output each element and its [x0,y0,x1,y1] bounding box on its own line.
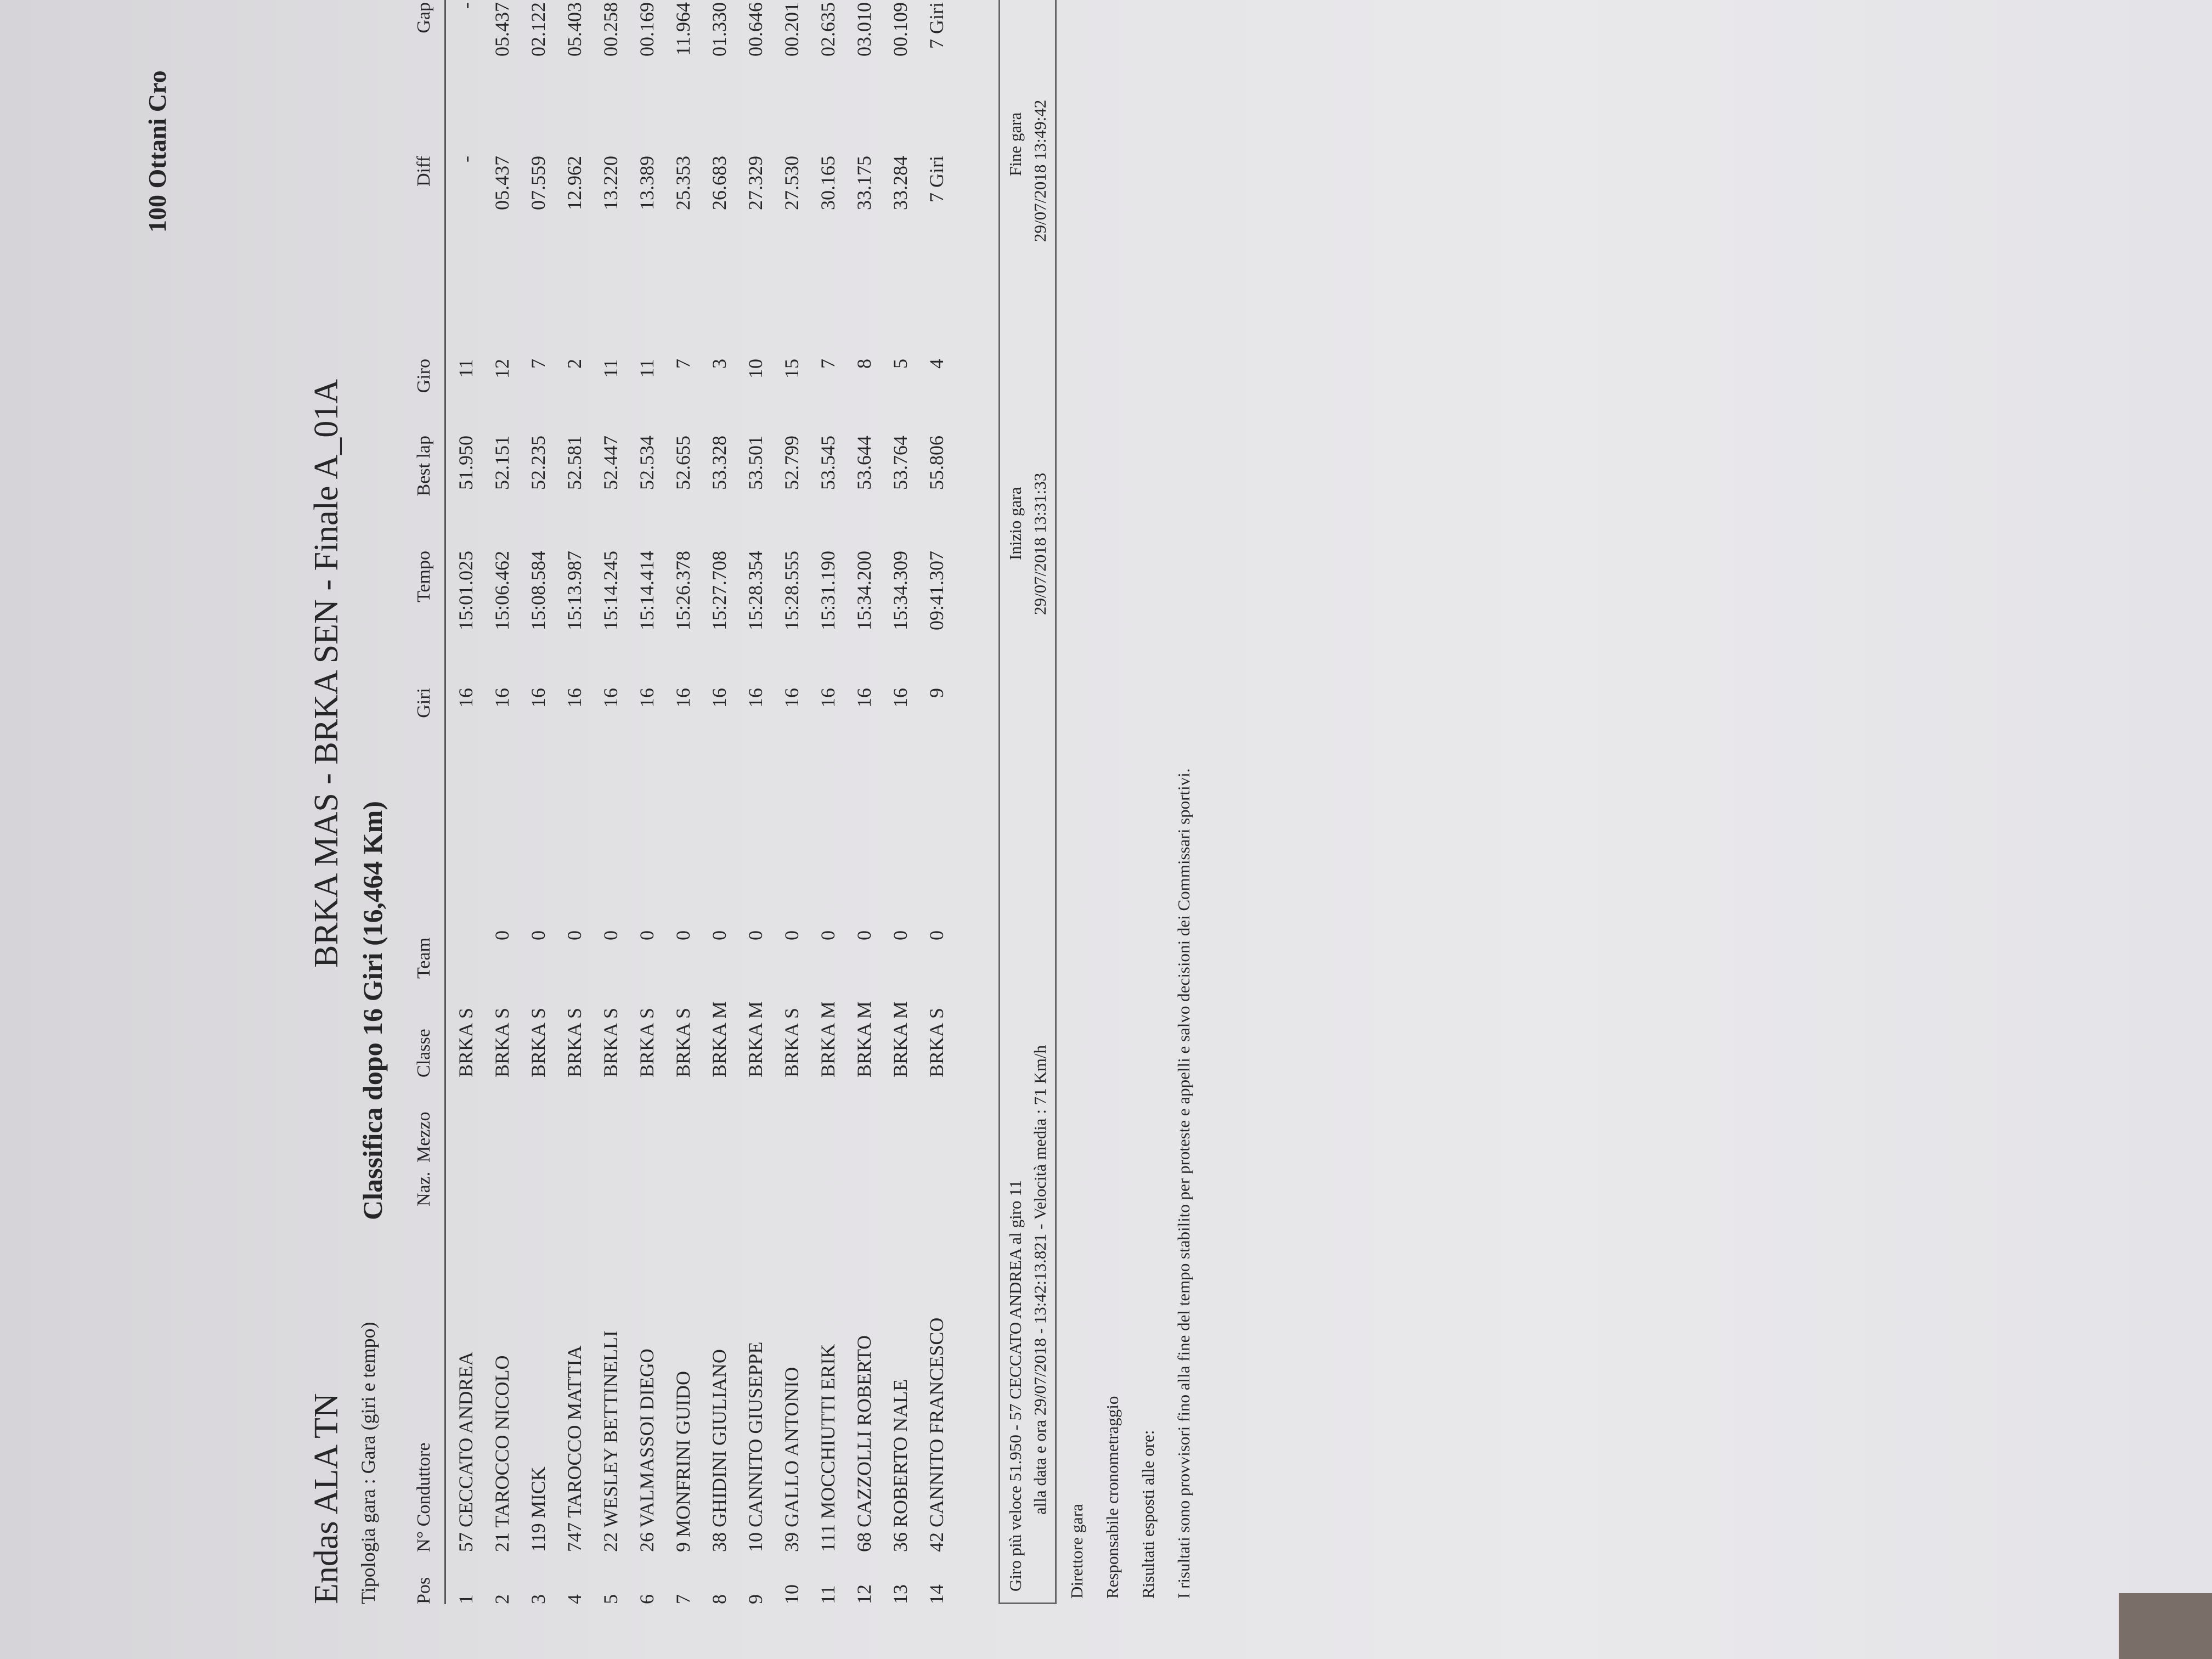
cell-pos: 11 [817,1585,839,1604]
cell-team: 0 [563,930,585,940]
cell-best-lap: 53.764 [889,436,911,490]
cell-laps: 16 [563,688,585,708]
cell-pos: 4 [563,1594,585,1604]
cell-class: BRKA M [853,1001,875,1077]
cell-class: BRKA S [636,1007,658,1077]
cell-time: 15:14.245 [600,551,622,631]
cell-class: BRKA S [781,1007,803,1077]
cell-class: BRKA M [708,1001,730,1077]
cell-driver: 119 MICK [527,1466,549,1552]
cell-gap: 00.646 [744,2,766,57]
cell-class: BRKA M [889,1001,911,1077]
cell-diff: 33.175 [853,156,875,210]
col-gap: Gap [414,2,434,33]
cell-team: 0 [817,930,839,940]
race-type: Tipologia gara : Gara (giri e tempo) [357,1322,379,1604]
ranking-subtitle: Classifica dopo 16 Giri (16,464 Km) [357,801,388,1220]
cell-time: 15:14.414 [636,551,658,631]
cell-time: 09:41.307 [926,551,947,631]
table-row [703,0,740,1604]
table-row [812,0,848,1604]
cell-time: 15:13.987 [563,551,585,631]
cell-driver: 68 CAZZOLLI ROBERTO [853,1335,875,1552]
cell-diff: 07.559 [527,156,549,210]
cell-best-lap-no: 7 [672,359,694,369]
table-row [595,0,631,1604]
cell-diff: 27.329 [744,156,766,210]
cell-pos: 3 [527,1594,549,1604]
cell-laps: 16 [781,688,803,708]
cell-best-lap: 52.655 [672,436,694,490]
cell-time: 15:34.200 [853,551,875,631]
cell-pos: 9 [744,1594,766,1604]
col-class: Classe [414,1029,434,1077]
cell-team: 0 [491,930,513,940]
cell-pos: 5 [600,1594,622,1604]
cell-diff: 33.284 [889,156,911,210]
cell-diff: 7 Giri [926,156,947,202]
results-table [450,0,957,1604]
cell-pos: 7 [672,1594,694,1604]
cell-laps: 16 [527,688,549,708]
col-time: Tempo [414,551,434,602]
cell-pos: 2 [491,1594,513,1604]
cell-best-lap: 53.501 [744,436,766,490]
cell-best-lap: 52.799 [781,436,803,490]
race-end-label: Fine gara [1006,112,1025,176]
race-title: BRKA MAS - BRKA SEN - Finale A_01A [308,379,345,968]
cell-driver: 39 GALLO ANTONIO [781,1367,803,1552]
col-pos: Pos [414,1577,434,1604]
table-row [667,0,703,1604]
table-row [631,0,667,1604]
cell-driver: 22 WESLEY BETTINELLI [600,1330,622,1552]
race-summary-box [998,0,1057,1604]
cell-gap: - [455,2,477,9]
disclaimer: I risultati sono provvisori fino alla fine del tempo stabilito per proteste e appelli e salvo decisioni dei Commissari sportivi. [1174,768,1193,1599]
cell-driver: 42 CANNITO FRANCESCO [926,1317,947,1552]
cell-class: BRKA S [527,1007,549,1077]
race-start-value: 29/07/2018 13:31:33 [1030,472,1049,615]
cell-team: 0 [926,930,947,940]
col-vehicle: Mezzo [414,1111,434,1163]
cell-diff: 25.353 [672,156,694,210]
cell-diff: 12.962 [563,156,585,210]
race-start-label: Inizio gara [1006,487,1025,560]
cell-best-lap-no: 11 [455,359,477,378]
cell-team: 0 [744,930,766,940]
cell-best-lap-no: 3 [708,359,730,369]
cell-best-lap-no: 5 [889,359,911,369]
cell-pos: 1 [455,1594,477,1604]
cell-best-lap: 53.644 [853,436,875,490]
col-laps: Giri [414,688,434,718]
cell-class: BRKA S [672,1007,694,1077]
cell-gap: 05.437 [491,2,513,57]
cell-diff: 30.165 [817,156,839,210]
cell-laps: 16 [491,688,513,708]
cell-pos: 12 [853,1584,875,1604]
cell-gap: 00.169 [636,2,658,57]
cell-laps: 16 [636,688,658,708]
table-row [884,0,921,1604]
cell-gap: 00.109 [889,2,911,57]
cell-time: 15:26.378 [672,551,694,631]
cell-best-lap: 52.534 [636,436,658,490]
cell-best-lap: 52.581 [563,436,585,490]
cell-driver: 26 VALMASSOI DIEGO [636,1348,658,1552]
table-row [740,0,776,1604]
cell-time: 15:28.555 [781,551,803,631]
cell-best-lap-no: 15 [781,359,803,379]
cell-pos: 14 [926,1584,947,1604]
fastest-lap: Giro più veloce 51.950 - 57 CECCATO ANDREA al giro 11 [1006,1180,1025,1592]
table-header [406,0,446,1604]
cell-team: 0 [636,930,658,940]
cell-driver: 36 ROBERTO NALE [889,1379,911,1552]
organizer-title: Endas ALA TN [308,1393,345,1604]
page-corner-text: 100 Ottani Cro [143,70,171,233]
cell-best-lap-no: 7 [527,359,549,369]
cell-best-lap: 52.235 [527,436,549,490]
table-row [848,0,884,1604]
cell-best-lap-no: 11 [600,359,622,378]
cell-class: BRKA M [817,1001,839,1077]
cell-diff: 13.389 [636,156,658,210]
cell-team: 0 [672,930,694,940]
cell-team: 0 [708,930,730,940]
cell-diff: 05.437 [491,156,513,210]
cell-team: 0 [600,930,622,940]
table-row [450,0,486,1604]
cell-diff: 27.530 [781,156,803,210]
cell-best-lap: 51.950 [455,436,477,490]
cell-time: 15:34.309 [889,551,911,631]
cell-gap: 02.122 [527,2,549,57]
cell-team: 0 [527,930,549,940]
col-best-lap: Best lap [414,436,434,496]
cell-best-lap: 52.447 [600,436,622,490]
cell-class: BRKA S [600,1007,622,1077]
col-driver: N° Conduttore [414,1442,434,1552]
cell-diff: 26.683 [708,156,730,210]
cell-gap: 02.635 [817,2,839,57]
cell-best-lap: 53.328 [708,436,730,490]
col-team: Team [414,937,434,979]
cell-class: BRKA S [926,1007,947,1077]
cell-laps: 9 [926,688,947,698]
cell-driver: 10 CANNITO GIUSEPPE [744,1341,766,1552]
cell-laps: 16 [672,688,694,708]
cell-pos: 8 [708,1594,730,1604]
cell-gap: 7 Giri [926,2,947,49]
cell-team: 0 [853,930,875,940]
cell-time: 15:06.462 [491,551,513,631]
cell-driver: 111 MOCCHIUTTI ERIK [817,1344,839,1552]
cell-best-lap-no: 12 [491,359,513,379]
fastest-lap-datetime: alla data e ora 29/07/2018 - 13:42:13.821 - Velocità media : 71 Km/h [1030,1045,1049,1515]
col-diff: Diff [414,156,434,187]
cell-gap: 00.258 [600,2,622,57]
table-row [921,0,957,1604]
cell-best-lap-no: 4 [926,359,947,369]
cell-best-lap-no: 11 [636,359,658,378]
cell-laps: 16 [817,688,839,708]
cell-time: 15:31.190 [817,551,839,631]
race-end-value: 29/07/2018 13:49:42 [1030,99,1049,242]
cell-diff: 13.220 [600,156,622,210]
cell-best-lap-no: 2 [563,359,585,369]
cell-gap: 11.964 [672,2,694,56]
cell-best-lap-no: 7 [817,359,839,369]
race-director-label: Direttore gara [1067,1504,1086,1599]
table-row [558,0,595,1604]
cell-driver: 38 GHIDINI GIULIANO [708,1349,730,1552]
results-posted-label: Risultati esposti alle ore: [1138,1430,1158,1599]
cell-gap: 03.010 [853,2,875,57]
table-row [522,0,558,1604]
cell-laps: 16 [853,688,875,708]
cell-team: 0 [781,930,803,940]
cell-driver: 747 TAROCCO MATTIA [563,1345,585,1552]
cell-class: BRKA S [455,1007,477,1077]
cell-pos: 10 [781,1584,803,1604]
col-best-lap-no: Giro [414,359,434,393]
cell-driver: 9 MONFRINI GUIDO [672,1371,694,1552]
cell-team: 0 [889,930,911,940]
cell-laps: 16 [600,688,622,708]
cell-driver: 57 CECCATO ANDREA [455,1351,477,1552]
cell-laps: 16 [455,688,477,708]
cell-pos: 6 [636,1594,658,1604]
cell-time: 15:27.708 [708,551,730,631]
cell-class: BRKA M [744,1001,766,1077]
cell-class: BRKA S [491,1007,513,1077]
col-naz: Naz. [414,1171,434,1206]
cell-best-lap: 53.545 [817,436,839,490]
cell-time: 15:01.025 [455,551,477,631]
cell-pos: 13 [889,1584,911,1604]
cell-gap: 01.330 [708,2,730,57]
cell-driver: 21 TAROCCO NICOLO [491,1355,513,1552]
cell-class: BRKA S [563,1007,585,1077]
cell-gap: 05.403 [563,2,585,57]
timing-manager-label: Responsabile cronometraggio [1103,1396,1122,1599]
table-row [486,0,522,1604]
cell-laps: 16 [889,688,911,708]
cell-best-lap: 52.151 [491,436,513,490]
cell-time: 15:28.354 [744,551,766,631]
cell-laps: 16 [744,688,766,708]
cell-gap: 00.201 [781,2,803,57]
cell-diff: - [455,156,477,162]
cell-time: 15:08.584 [527,551,549,631]
cell-best-lap: 55.806 [926,436,947,490]
table-row [776,0,812,1604]
cell-best-lap-no: 8 [853,359,875,369]
cell-laps: 16 [708,688,730,708]
cell-best-lap-no: 10 [744,359,766,379]
